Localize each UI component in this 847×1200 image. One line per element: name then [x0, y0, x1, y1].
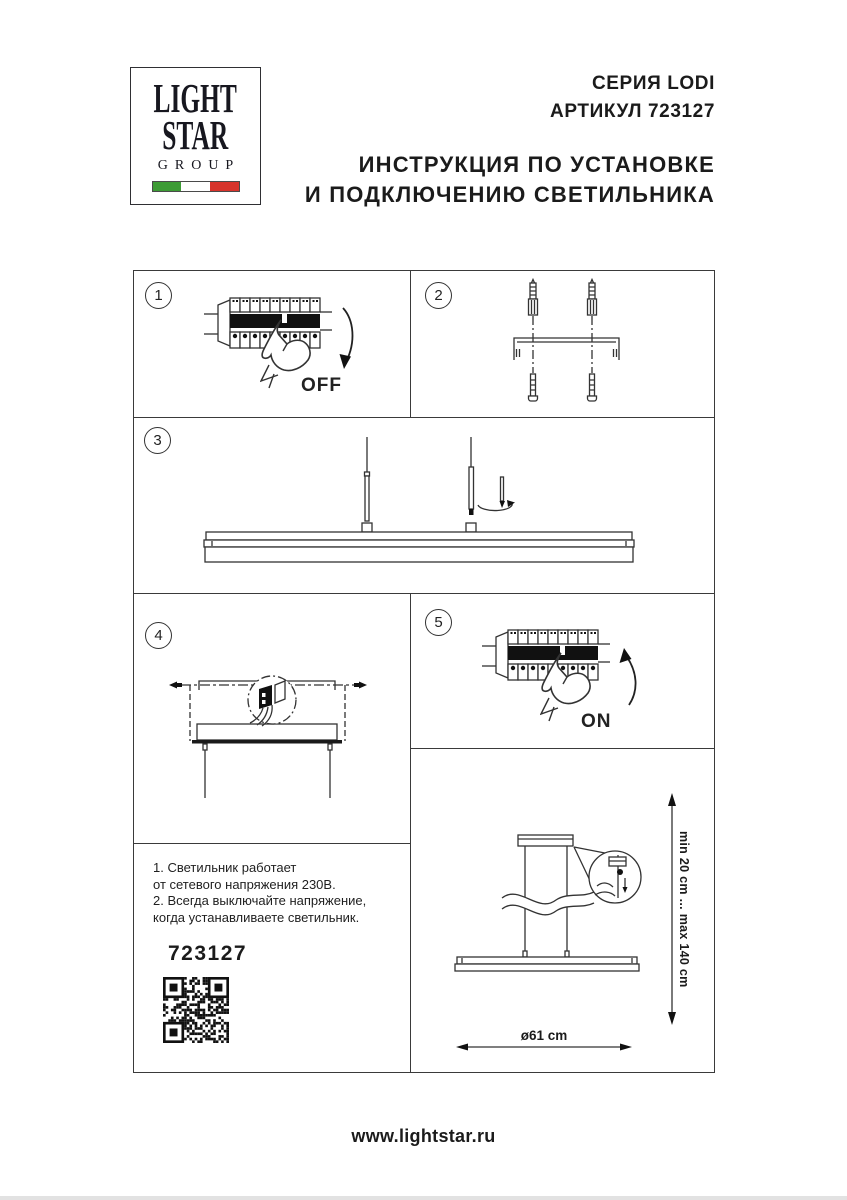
safety-notes	[153, 860, 398, 926]
canopy-box	[197, 724, 337, 740]
wall-anchor-icon	[529, 280, 538, 316]
note-line: от сетевого напряжения 230В.	[153, 876, 336, 892]
article-number: 723127	[168, 942, 248, 965]
instruction-title-line1: ИНСТРУКЦИЯ ПО УСТАНОВКЕ	[358, 152, 715, 177]
qr-code	[163, 977, 229, 1043]
arrow-down-head	[340, 354, 352, 369]
note-line: 2. Всегда выключайте напряжение,	[153, 893, 367, 908]
logo-wordmark	[153, 75, 238, 158]
instruction-title-line2: И ПОДКЛЮЧЕНИЮ СВЕТИЛЬНИКА	[304, 182, 715, 207]
series-title: СЕРИЯ LODI	[591, 73, 715, 94]
step-4-number: 4	[145, 622, 172, 649]
step-5-number: 5	[425, 609, 452, 636]
flag-green	[153, 182, 182, 191]
logo-line3: GROUP	[157, 157, 241, 173]
screw-icon	[529, 374, 538, 401]
flag-red	[210, 182, 239, 191]
arrow-down-curve	[343, 308, 352, 362]
terminal-cover	[275, 681, 285, 703]
linear-fixture-icon	[204, 532, 634, 562]
diameter-label: ø61 cm	[520, 1028, 568, 1043]
lightstar-logo	[130, 67, 261, 205]
screw-pin-rotation-icon	[478, 477, 515, 511]
ceiling-plate	[192, 740, 342, 744]
height-range-label: min 20 cm ... max 140 cm	[677, 831, 691, 988]
screw-tip-left	[169, 682, 177, 689]
step-2-number: 2	[425, 282, 452, 309]
screw-icon	[588, 374, 597, 401]
lamp-dimensions-drawing	[410, 748, 715, 1073]
off-label: OFF	[301, 375, 342, 396]
canopy-box	[518, 835, 573, 846]
website-url: www.lightstar.ru	[351, 1126, 496, 1146]
step-3-number: 3	[144, 427, 171, 454]
on-label: ON	[581, 711, 612, 732]
linear-fixture-icon	[455, 957, 639, 971]
suspension-cable-icon	[362, 437, 372, 532]
screw-tip-right	[359, 682, 367, 689]
italian-flag-bar	[152, 181, 240, 192]
logo-line2: STAR	[162, 111, 229, 158]
title-block	[305, 70, 715, 210]
article-title: АРТИКУЛ 723127	[550, 101, 715, 122]
step3-fixture-assembly-drawing	[133, 417, 715, 593]
step5-breaker-on-drawing	[410, 593, 715, 748]
arrow-up-curve	[627, 657, 636, 705]
step2-mounting-parts-drawing	[410, 270, 715, 417]
circuit-breaker-icon	[482, 630, 610, 680]
step-1-number: 1	[145, 282, 172, 309]
step1-breaker-off-drawing	[133, 270, 410, 417]
wall-anchor-icon	[588, 280, 597, 316]
note-line: когда устанавливаете светильник.	[153, 909, 360, 925]
flag-white	[181, 182, 210, 191]
page-edge-shadow	[0, 1196, 847, 1200]
note-line: 1. Светильник работает	[153, 860, 297, 875]
logo-line1: LIGHT	[153, 75, 238, 122]
mounting-bracket	[514, 338, 619, 360]
suspension-cable-icon	[466, 437, 476, 532]
lock-button	[617, 869, 623, 875]
step4-canopy-wiring-drawing	[133, 593, 410, 843]
